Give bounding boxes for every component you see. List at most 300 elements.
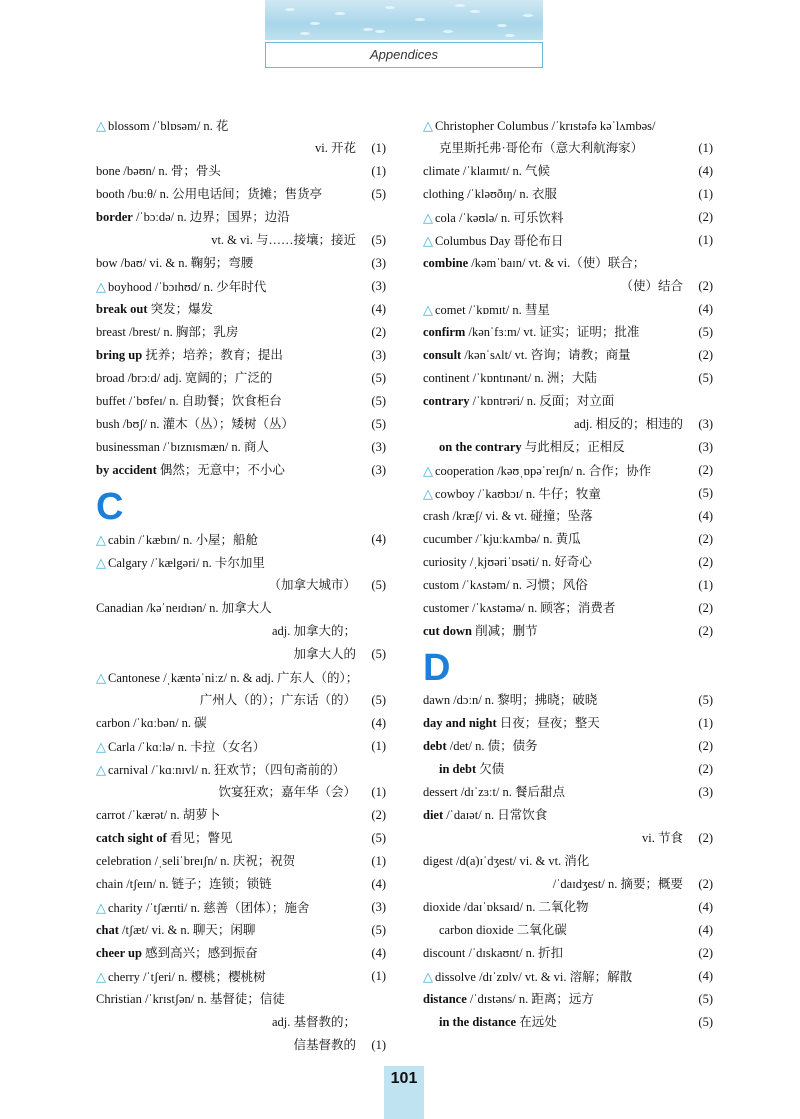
vocab-definition: breast /brest/ n. 胸部；乳房	[96, 325, 239, 339]
vocab-entry	[96, 896, 386, 919]
triangle-icon: △	[423, 118, 433, 133]
unit-number: (3)	[371, 463, 386, 477]
left-column	[96, 114, 386, 1057]
vocab-entry-text	[96, 804, 220, 827]
page-number: 101	[390, 1070, 418, 1087]
vocab-definition: Christian /ˈkrɪstʃən/ n. 基督徒；信徒	[96, 992, 285, 1006]
vocab-entry	[96, 919, 386, 942]
vocab-entry-text	[96, 321, 238, 344]
vocab-definition: /tʃæt/ vi. & n. 聊天；闲聊	[118, 923, 256, 937]
vocab-entry-text	[96, 344, 283, 367]
vocab-definition: bush /bʊʃ/ n. 灌木（丛）；矮树（丛）	[96, 417, 294, 431]
vocab-entry	[96, 850, 386, 873]
fish-decoration	[285, 8, 295, 11]
vocab-entry	[96, 597, 386, 620]
vocab-entry-text	[423, 390, 614, 413]
vocab-entry	[96, 666, 386, 689]
vocab-entry	[96, 1034, 386, 1057]
vocab-definition: /kənˈfɜːm/ vt. 证实；证明；批准	[465, 325, 640, 339]
vocab-entry	[423, 597, 713, 620]
unit-number: (2)	[698, 601, 713, 615]
vocab-entry	[96, 206, 386, 229]
vocab-entry	[96, 643, 386, 666]
vocab-definition: custom /ˈkʌstəm/ n. 习惯；风俗	[423, 578, 588, 592]
unit-number: (5)	[371, 578, 386, 592]
vocab-definition: chain /tʃeɪn/ n. 链子；连锁；锁链	[96, 877, 272, 891]
triangle-icon: △	[423, 486, 433, 501]
unit-number: (5)	[371, 371, 386, 385]
unit-number: (5)	[698, 325, 713, 339]
vocab-definition: businessman /ˈbɪznɪsmæn/ n. 商人	[96, 440, 269, 454]
fish-decoration	[455, 4, 465, 7]
unit-number: (5)	[371, 693, 386, 707]
vocab-definition: adj. 相反的；相违的	[573, 417, 683, 431]
vocab-headword: catch sight of	[96, 831, 167, 845]
vocab-entry-text	[96, 114, 228, 138]
unit-number: (2)	[371, 325, 386, 339]
vocab-entry-text	[423, 689, 597, 712]
vocab-entry	[96, 137, 386, 160]
vocab-entry-text	[96, 252, 253, 275]
vocab-entry	[423, 804, 713, 827]
vocab-entry	[423, 919, 713, 942]
vocab-definition: buffet /ˈbʊfeɪ/ n. 自助餐；饮食柜台	[96, 394, 282, 408]
unit-number: (3)	[371, 256, 386, 270]
vocab-definition: /kənˈsʌlt/ vt. 咨询；请教；商量	[461, 348, 631, 362]
vocab-entry	[96, 620, 386, 643]
fish-decoration	[415, 18, 425, 21]
vocab-entry-text	[439, 1011, 557, 1034]
vocab-definition: 欠债	[476, 762, 505, 776]
fish-decoration	[363, 28, 373, 31]
vocab-entry-text	[96, 229, 356, 252]
vocab-definition: 与此相反；正相反	[521, 440, 625, 454]
vocab-entry-text	[96, 528, 258, 552]
triangle-icon: △	[96, 279, 106, 294]
vocab-entry	[423, 436, 713, 459]
vocab-entry-text	[96, 735, 265, 759]
triangle-icon: △	[423, 969, 433, 984]
vocab-entry-text	[423, 850, 589, 873]
vocab-definition: carbon /ˈkɑːbən/ n. 碳	[96, 716, 207, 730]
unit-number: (5)	[371, 187, 386, 201]
vocab-definition: /kəmˈbaɪn/ vt. & vi.（使）联合；	[468, 256, 646, 270]
vocab-entry	[96, 965, 386, 988]
vocab-definition: vt. & vi. 与……接壤；接近	[211, 233, 356, 247]
vocab-headword: contrary	[423, 394, 470, 408]
vocab-definition: carnival /ˈkɑːnɪvl/ n. 狂欢节；（四旬斋前的）	[108, 763, 346, 777]
unit-number: (2)	[698, 210, 713, 224]
fish-decoration	[375, 30, 385, 33]
vocab-entry-text	[96, 827, 232, 850]
vocab-definition: /ˈdɪstəns/ n. 距离；远方	[466, 992, 594, 1006]
unit-number: (2)	[698, 877, 713, 891]
vocab-entry-text	[423, 873, 683, 896]
vocab-entry-text	[423, 344, 631, 367]
vocab-definition: /ˈkɒntrəri/ n. 反面；对立面	[469, 394, 615, 408]
unit-number: (4)	[371, 302, 386, 316]
vocab-headword: chat	[96, 923, 119, 937]
vocab-headword: day and night	[423, 716, 497, 730]
unit-number: (4)	[371, 946, 386, 960]
vocab-definition: adj. 加拿大的；	[271, 624, 356, 638]
vocab-definition: booth /buːθ/ n. 公用电话间；货摊；售货亭	[96, 187, 323, 201]
vocab-entry	[96, 574, 386, 597]
vocab-entry-text	[96, 1011, 356, 1034]
vocab-definition: Calgary /ˈkælgəri/ n. 卡尔加里	[108, 556, 265, 570]
vocab-headword: border	[96, 210, 133, 224]
vocab-headword: in debt	[439, 762, 477, 776]
vocab-definition: clothing /ˈkləʊðɪŋ/ n. 衣服	[423, 187, 557, 201]
unit-number: (1)	[371, 141, 386, 155]
vocab-headword: confirm	[423, 325, 466, 339]
vocab-definition: cherry /ˈtʃeri/ n. 樱桃；樱桃树	[108, 970, 266, 984]
vocab-entry-text	[423, 597, 615, 620]
vocab-entry	[423, 873, 713, 896]
vocab-entry	[96, 1011, 386, 1034]
vocab-entry-text	[439, 137, 643, 160]
vocab-headword: bring up	[96, 348, 143, 362]
vocab-entry-text	[423, 574, 588, 597]
fish-decoration	[443, 30, 453, 33]
vocab-entry	[96, 758, 386, 781]
vocab-entry-text	[96, 597, 272, 620]
vocab-entry-text	[423, 413, 683, 436]
vocab-definition: customer /ˈkʌstəmə/ n. 顾客；消费者	[423, 601, 616, 615]
vocab-entry	[423, 965, 713, 988]
section-letter-text: D	[423, 647, 451, 689]
vocab-headword: cheer up	[96, 946, 142, 960]
unit-number: (2)	[698, 555, 713, 569]
vocab-entry-text	[96, 160, 221, 183]
vocab-entry-text	[96, 758, 345, 782]
vocab-headword: debt	[423, 739, 447, 753]
vocab-definition: （加拿大城市）	[268, 578, 356, 592]
vocab-entry	[96, 275, 386, 298]
unit-number: (3)	[698, 440, 713, 454]
vocab-definition: Cantonese /ˌkæntəˈniːz/ n. & adj. 广东人（的）；	[108, 671, 359, 685]
unit-number: (3)	[698, 785, 713, 799]
vocab-entry	[96, 459, 386, 482]
vocab-entry	[423, 850, 713, 873]
vocab-entry	[423, 459, 713, 482]
fish-decoration	[335, 12, 345, 15]
unit-number: (4)	[371, 532, 386, 546]
unit-number: (1)	[698, 578, 713, 592]
triangle-icon: △	[96, 555, 106, 570]
section-letter-text: C	[96, 486, 124, 528]
unit-number: (1)	[371, 1038, 386, 1052]
fish-decoration	[523, 14, 533, 17]
vocab-definition: 偶然；无意中；不小心	[156, 463, 285, 477]
vocab-entry	[96, 942, 386, 965]
fish-decoration	[300, 32, 310, 35]
vocab-entry	[423, 896, 713, 919]
vocab-entry-text	[96, 712, 207, 735]
vocab-headword: combine	[423, 256, 469, 270]
vocab-entry-text	[96, 298, 213, 321]
unit-number: (3)	[371, 900, 386, 914]
unit-number: (1)	[698, 716, 713, 730]
vocab-entry	[96, 712, 386, 735]
vocab-entry-text	[96, 850, 295, 873]
triangle-icon: △	[96, 118, 106, 133]
triangle-icon: △	[423, 302, 433, 317]
vocab-entry	[96, 390, 386, 413]
vocab-headword: in the distance	[439, 1015, 517, 1029]
vocab-definition: cooperation /kəʊˌɒpəˈreɪʃn/ n. 合作；协作	[435, 464, 652, 478]
unit-number: (2)	[371, 808, 386, 822]
vocab-entry-text	[96, 367, 272, 390]
unit-number: (2)	[698, 831, 713, 845]
unit-number: (4)	[698, 900, 713, 914]
section-header: Appendices	[265, 42, 543, 68]
vocab-definition: cabin /ˈkæbɪn/ n. 小屋；船舱	[108, 533, 258, 547]
vocab-entry-text	[96, 206, 290, 229]
vocab-definition: 饮宴狂欢；嘉年华（会）	[218, 785, 356, 799]
unit-number: (4)	[698, 302, 713, 316]
vocab-definition: 克里斯托弗·哥伦布（意大利航海家）	[439, 141, 644, 155]
vocab-definition: cowboy /ˈkaʊbɔɪ/ n. 牛仔；牧童	[435, 487, 601, 501]
vocab-entry	[423, 942, 713, 965]
vocab-entry	[423, 505, 713, 528]
vocab-entry-text	[423, 459, 651, 483]
vocab-definition: crash /kræʃ/ vi. & vt. 碰撞；坠落	[423, 509, 593, 523]
vocab-definition: cucumber /ˈkjuːkʌmbə/ n. 黄瓜	[423, 532, 581, 546]
vocab-entry-text	[439, 919, 567, 942]
vocab-entry	[423, 988, 713, 1011]
vocab-entry	[96, 873, 386, 896]
vocab-headword: distance	[423, 992, 467, 1006]
unit-number: (3)	[371, 279, 386, 293]
triangle-icon: △	[423, 463, 433, 478]
vocab-entry	[96, 827, 386, 850]
vocab-entry-text	[96, 643, 356, 666]
vocab-definition: /ˈbɔːdə/ n. 边界；国界；边沿	[132, 210, 290, 224]
vocab-entry	[423, 528, 713, 551]
vocab-entry	[96, 229, 386, 252]
vocab-entry	[96, 436, 386, 459]
vocab-entry	[96, 367, 386, 390]
vocab-headword: break out	[96, 302, 148, 316]
vocab-entry-text	[423, 114, 655, 138]
vocab-entry-text	[423, 275, 683, 298]
unit-number: (1)	[698, 233, 713, 247]
vocab-entry	[96, 413, 386, 436]
vocab-definition: （使）结合	[620, 279, 683, 293]
vocab-entry	[423, 183, 713, 206]
vocab-definition: continent /ˈkɒntɪnənt/ n. 洲；大陆	[423, 371, 597, 385]
vocab-entry	[423, 137, 713, 160]
vocab-entry	[423, 712, 713, 735]
vocab-entry	[423, 321, 713, 344]
vocab-entry	[423, 482, 713, 505]
vocab-headword: by accident	[96, 463, 157, 477]
vocab-definition: celebration /ˌseliˈbreɪʃn/ n. 庆祝；祝贺	[96, 854, 296, 868]
vocab-entry	[423, 781, 713, 804]
section-letter	[423, 643, 713, 689]
vocab-entry-text	[423, 781, 565, 804]
vocab-entry-text	[96, 666, 358, 690]
vocab-definition: bow /baʊ/ vi. & n. 鞠躬；弯腰	[96, 256, 254, 270]
unit-number: (4)	[371, 716, 386, 730]
vocab-entry-text	[96, 574, 356, 597]
vocab-definition: bone /bəʊn/ n. 骨；骨头	[96, 164, 221, 178]
vocab-entry	[423, 827, 713, 850]
vocab-entry-text	[96, 873, 272, 896]
vocab-definition: dessert /dɪˈzɜːt/ n. 餐后甜点	[423, 785, 566, 799]
vocab-entry-text	[96, 551, 265, 575]
unit-number: (3)	[371, 440, 386, 454]
triangle-icon: △	[96, 532, 106, 547]
vocab-entry	[423, 298, 713, 321]
triangle-icon: △	[423, 233, 433, 248]
vocab-entry	[96, 551, 386, 574]
vocab-entry-text	[96, 390, 282, 413]
vocab-entry	[96, 114, 386, 137]
fish-decoration	[470, 10, 480, 13]
unit-number: (5)	[371, 233, 386, 247]
vocab-definition: dissolve /dɪˈzɒlv/ vt. & vi. 溶解；解散	[435, 970, 633, 984]
vocab-definition: 感到高兴；感到振奋	[141, 946, 258, 960]
section-letter	[96, 482, 386, 528]
unit-number: (4)	[698, 509, 713, 523]
vocab-entry	[96, 804, 386, 827]
vocab-entry-text	[423, 367, 597, 390]
vocab-entry	[423, 160, 713, 183]
vocab-headword: on the contrary	[439, 440, 522, 454]
triangle-icon: △	[96, 670, 106, 685]
unit-number: (5)	[698, 693, 713, 707]
vocab-definition: digest /d(a)ɪˈdʒest/ vi. & vt. 消化	[423, 854, 590, 868]
vocab-definition: 在远处	[516, 1015, 557, 1029]
vocab-entry-text	[96, 275, 266, 299]
unit-number: (2)	[698, 463, 713, 477]
vocab-definition: boyhood /ˈbɔɪhʊd/ n. 少年时代	[108, 280, 267, 294]
vocab-definition: 广州人（的）；广东话（的）	[199, 693, 356, 707]
vocab-entry-text	[439, 758, 504, 781]
vocab-entry-text	[423, 712, 600, 735]
vocab-entry-text	[96, 413, 294, 436]
header-decoration	[265, 0, 543, 40]
vocab-entry-text	[423, 160, 550, 183]
vocab-definition: Columbus Day 哥伦布日	[435, 234, 564, 248]
vocab-definition: /ˈdaɪdʒest/ n. 摘要；概要	[552, 877, 683, 891]
vocab-entry	[423, 229, 713, 252]
vocab-entry-text	[96, 896, 309, 920]
vocab-entry-text	[423, 942, 563, 965]
triangle-icon: △	[96, 739, 106, 754]
unit-number: (1)	[371, 739, 386, 753]
vocab-entry-text	[96, 1034, 356, 1057]
vocab-definition: 信基督教的	[293, 1038, 356, 1052]
vocab-definition: climate /ˈklaɪmɪt/ n. 气候	[423, 164, 551, 178]
vocab-entry-text	[96, 183, 322, 206]
vocab-entry	[423, 390, 713, 413]
triangle-icon: △	[96, 969, 106, 984]
triangle-icon: △	[96, 900, 106, 915]
vocab-definition: curiosity /ˌkjʊəriˈɒsəti/ n. 好奇心	[423, 555, 592, 569]
vocab-entry-text	[96, 620, 356, 643]
unit-number: (5)	[698, 486, 713, 500]
vocab-definition: 看见；瞥见	[166, 831, 233, 845]
vocab-entry	[423, 413, 713, 436]
unit-number: (2)	[698, 532, 713, 546]
triangle-icon: △	[96, 762, 106, 777]
vocab-headword: diet	[423, 808, 444, 822]
vocab-entry-text	[96, 965, 266, 989]
vocab-entry	[96, 298, 386, 321]
vocab-definition: broad /brɔːd/ adj. 宽阔的；广泛的	[96, 371, 273, 385]
fish-decoration	[505, 34, 515, 37]
vocab-definition: dioxide /daɪˈɒksaɪd/ n. 二氧化物	[423, 900, 589, 914]
unit-number: (2)	[698, 946, 713, 960]
vocab-entry-text	[439, 436, 625, 459]
vocab-entry-text	[96, 942, 258, 965]
vocab-entry-text	[423, 896, 589, 919]
vocab-definition: Carla /ˈkɑːlə/ n. 卡拉（女名）	[108, 740, 266, 754]
vocab-entry	[96, 689, 386, 712]
vocab-entry-text	[423, 735, 538, 758]
vocab-definition: /ˈdaɪət/ n. 日常饮食	[443, 808, 548, 822]
fish-decoration	[310, 22, 320, 25]
unit-number: (3)	[698, 417, 713, 431]
right-column	[423, 114, 713, 1034]
vocab-entry	[423, 114, 713, 137]
vocab-entry	[423, 252, 713, 275]
vocab-entry	[423, 206, 713, 229]
unit-number: (4)	[698, 969, 713, 983]
unit-number: (5)	[371, 647, 386, 661]
vocab-entry-text	[423, 298, 550, 322]
vocab-entry	[423, 574, 713, 597]
vocab-definition: carbon dioxide 二氧化碳	[439, 923, 567, 937]
vocab-entry-text	[423, 505, 593, 528]
vocab-entry	[423, 758, 713, 781]
vocab-definition: discount /ˈdɪskaʊnt/ n. 折扣	[423, 946, 564, 960]
vocab-definition: comet /ˈkɒmɪt/ n. 彗星	[435, 303, 550, 317]
vocab-entry	[423, 367, 713, 390]
vocab-definition: 突发；爆发	[147, 302, 214, 316]
vocab-entry	[96, 735, 386, 758]
unit-number: (3)	[371, 348, 386, 362]
triangle-icon: △	[423, 210, 433, 225]
vocab-definition: vi. 节食	[642, 831, 683, 845]
unit-number: (1)	[371, 785, 386, 799]
vocab-entry-text	[96, 137, 356, 160]
vocab-entry-text	[96, 436, 269, 459]
unit-number: (4)	[698, 164, 713, 178]
vocab-entry	[423, 735, 713, 758]
unit-number: (4)	[698, 923, 713, 937]
vocab-headword: cut down	[423, 624, 472, 638]
unit-number: (5)	[371, 923, 386, 937]
fish-decoration	[497, 24, 507, 27]
vocab-definition: cola /ˈkəʊlə/ n. 可乐饮料	[435, 211, 564, 225]
unit-number: (1)	[698, 187, 713, 201]
vocab-entry	[423, 689, 713, 712]
fish-decoration	[385, 6, 395, 9]
unit-number: (2)	[698, 348, 713, 362]
vocab-entry-text	[423, 229, 563, 253]
vocab-definition: charity /ˈtʃærɪti/ n. 慈善（团体）；施舍	[108, 901, 310, 915]
vocab-entry-text	[96, 781, 356, 804]
vocab-entry-text	[96, 459, 285, 482]
unit-number: (5)	[698, 371, 713, 385]
vocab-definition: Canadian /kəˈneɪdɪən/ n. 加拿大人	[96, 601, 272, 615]
vocab-entry-text	[423, 965, 632, 989]
unit-number: (2)	[698, 762, 713, 776]
